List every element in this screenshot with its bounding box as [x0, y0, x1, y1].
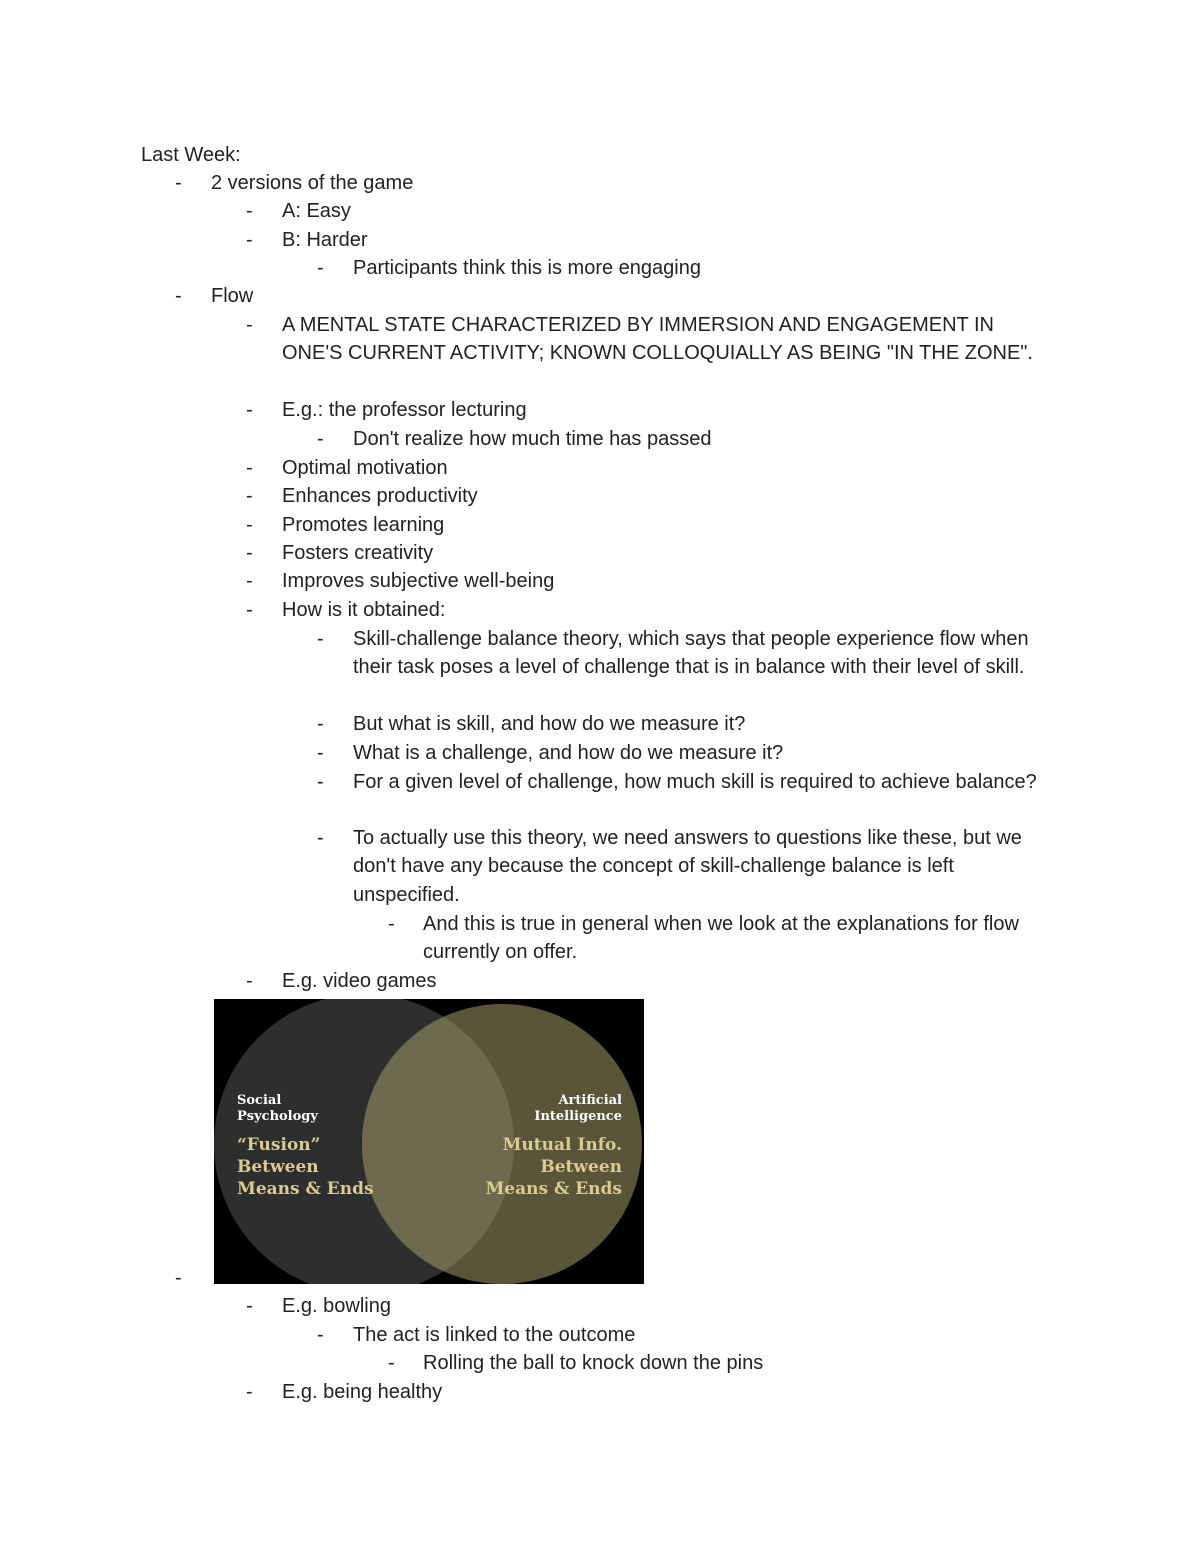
- venn-diagram: [214, 999, 644, 1284]
- list-item-text: Don't realize how much time has passed: [353, 428, 712, 450]
- venn-right-concept-line2: Between: [540, 1157, 622, 1177]
- bullet-dash: -: [246, 399, 253, 421]
- bullet-dash: -: [246, 542, 253, 564]
- list-item-text: Optimal motivation: [282, 457, 448, 479]
- bullet-dash: -: [388, 1352, 395, 1374]
- list-item-text: A MENTAL STATE CHARACTERIZED BY IMMERSION AND ENGAGEMENT IN ONE'S CURRENT ACTIVITY; KNOWN COLLOQUIALLY AS BEING "IN THE ZONE".: [282, 314, 1033, 365]
- venn-diagram-image: [214, 999, 644, 1284]
- list-item-text: 2 versions of the game: [211, 172, 414, 194]
- list-item-text: But what is skill, and how do we measure it?: [353, 713, 746, 735]
- bullet-dash: -: [246, 514, 253, 536]
- bullet-dash: -: [175, 285, 182, 307]
- list-item-text: What is a challenge, and how do we measure it?: [353, 742, 784, 764]
- venn-right-concept-line1: Mutual Info.: [502, 1135, 622, 1155]
- list-item-text: For a given level of challenge, how much skill is required to achieve balance?: [353, 771, 1037, 793]
- list-item-text: Fosters creativity: [282, 542, 434, 564]
- list-item-text: Flow: [211, 285, 254, 307]
- bullet-dash: -: [388, 913, 395, 935]
- list-item-text: E.g.: the professor lecturing: [282, 399, 527, 421]
- bullet-dash: -: [317, 628, 324, 650]
- list-item-text: Enhances productivity: [282, 485, 478, 507]
- bullet-dash: -: [246, 314, 253, 336]
- list-item-text: How is it obtained:: [282, 599, 446, 621]
- bullet-dash: -: [246, 599, 253, 621]
- bullet-dash: -: [175, 172, 182, 194]
- list-item-text: To actually use this theory, we need answers to questions like these, but we don't have any because the concept of skill-challenge balance is left unspecified.: [353, 827, 1022, 906]
- heading-last-week: Last Week:: [141, 144, 241, 166]
- bullet-dash: -: [246, 970, 253, 992]
- list-item-text: A: Easy: [282, 200, 351, 222]
- bullet-dash: -: [317, 771, 324, 793]
- list-item-text: The act is linked to the outcome: [353, 1324, 636, 1346]
- list-item-text: E.g. being healthy: [282, 1381, 443, 1403]
- bullet-dash: -: [246, 485, 253, 507]
- venn-right-concept-line3: Means & Ends: [485, 1179, 622, 1199]
- bullet-dash: -: [317, 428, 324, 450]
- bullet-dash: -: [175, 1267, 182, 1289]
- venn-right-field-line1: Artificial: [558, 1093, 622, 1108]
- list-item-text: Rolling the ball to knock down the pins: [423, 1352, 764, 1374]
- bullet-dash: -: [246, 229, 253, 251]
- list-item-text: E.g. video games: [282, 970, 437, 992]
- venn-left-field-line1: Social: [237, 1093, 282, 1108]
- bullet-dash: -: [246, 570, 253, 592]
- bullet-dash: -: [317, 742, 324, 764]
- bullet-dash: -: [246, 200, 253, 222]
- list-item-text: B: Harder: [282, 229, 368, 251]
- list-item-text: E.g. bowling: [282, 1295, 391, 1317]
- venn-left-concept-line3: Means & Ends: [237, 1179, 374, 1199]
- bullet-dash: -: [317, 257, 324, 279]
- venn-left-concept-line2: Between: [237, 1157, 319, 1177]
- list-item-text: Promotes learning: [282, 514, 445, 536]
- bullet-dash: -: [317, 713, 324, 735]
- bullet-dash: -: [317, 827, 324, 849]
- venn-right-field-line2: Intelligence: [534, 1109, 622, 1124]
- list-item-text: Participants think this is more engaging: [353, 257, 701, 279]
- bullet-dash: -: [246, 1295, 253, 1317]
- venn-left-concept-line1: “Fusion”: [237, 1135, 321, 1155]
- venn-left-field-line2: Psychology: [237, 1109, 318, 1124]
- bullet-dash: -: [317, 1324, 324, 1346]
- list-item-text: Improves subjective well-being: [282, 570, 555, 592]
- list-item-text: Skill-challenge balance theory, which says that people experience flow when their task poses a level of challenge that is in balance with their level of skill.: [353, 628, 1029, 679]
- list-item-text: And this is true in general when we look at the explanations for flow currently on offer.: [423, 913, 1019, 964]
- bullet-dash: -: [246, 457, 253, 479]
- bullet-dash: -: [246, 1381, 253, 1403]
